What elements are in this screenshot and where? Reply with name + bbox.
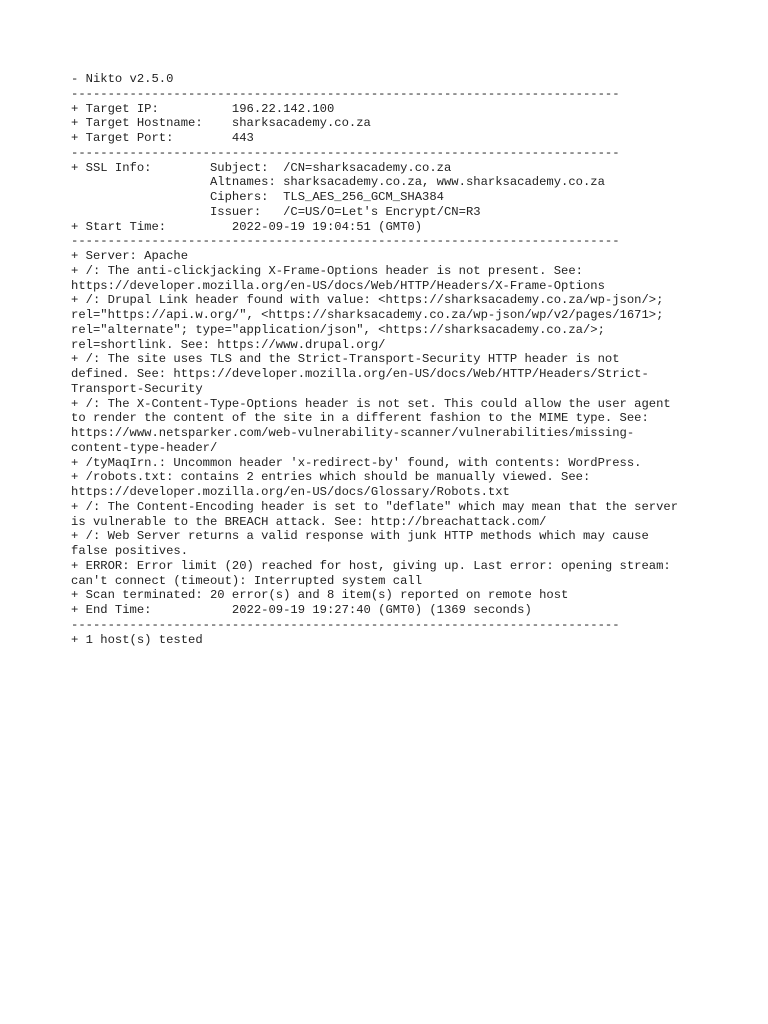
report-line: content-type-header/ bbox=[71, 440, 218, 455]
report-line: + SSL Info: Subject: /CN=sharksacademy.co.za bbox=[71, 160, 452, 175]
report-line: + ERROR: Error limit (20) reached for host, giving up. Last error: opening stream: bbox=[71, 558, 671, 573]
nikto-report bbox=[71, 72, 711, 647]
report-line: Ciphers: TLS_AES_256_GCM_SHA384 bbox=[71, 190, 444, 204]
report-line: rel="https://api.w.org/", <https://sharksacademy.co.za/wp-json/wp/v2/pages/1671>; bbox=[71, 308, 664, 322]
report-line: + Start Time: 2022-09-19 19:04:51 (GMT0) bbox=[71, 219, 423, 234]
report-line: Transport-Security bbox=[71, 381, 203, 396]
report-line: Altnames: sharksacademy.co.za, www.sharksacademy.co.za bbox=[71, 175, 605, 190]
report-line: + End Time: 2022-09-19 19:27:40 (GMT0) (1369 seconds) bbox=[71, 603, 532, 617]
report-line: + 1 host(s) tested bbox=[71, 632, 203, 647]
report-line: false positives. bbox=[71, 544, 189, 558]
report-line: + Target IP: 196.22.142.100 bbox=[71, 101, 335, 116]
report-line: + /robots.txt: contains 2 entries which should be manually viewed. See: bbox=[71, 470, 591, 485]
report-line: rel=shortlink. See: https://www.drupal.org/ bbox=[71, 337, 386, 352]
report-line: https://developer.mozilla.org/en-US/docs/Glossary/Robots.txt bbox=[71, 485, 510, 499]
report-line: to render the content of the site in a different fashion to the MIME type. See: bbox=[71, 411, 649, 426]
separator-line: --------------------------------------------------------------------------- bbox=[71, 145, 620, 160]
report-line: + /: Web Server returns a valid response with junk HTTP methods which may cause bbox=[71, 529, 649, 544]
report-line: Issuer: /C=US/O=Let's Encrypt/CN=R3 bbox=[71, 204, 481, 219]
report-line: https://developer.mozilla.org/en-US/docs/Web/HTTP/Headers/X-Frame-Options bbox=[71, 278, 605, 293]
report-line: + Server: Apache bbox=[71, 249, 189, 263]
report-line: + Target Hostname: sharksacademy.co.za bbox=[71, 116, 371, 131]
report-line: + /: Drupal Link header found with value: <https://sharksacademy.co.za/wp-json/>; bbox=[71, 293, 664, 308]
report-line: defined. See: https://developer.mozilla.org/en-US/docs/Web/HTTP/Headers/Strict- bbox=[71, 367, 649, 381]
report-line: + /: The site uses TLS and the Strict-Transport-Security HTTP header is not bbox=[71, 352, 620, 367]
report-line: rel="alternate"; type="application/json", <https://sharksacademy.co.za/>; bbox=[71, 322, 605, 337]
report-line: https://www.netsparker.com/web-vulnerability-scanner/vulnerabilities/missing- bbox=[71, 426, 635, 440]
report-line: + Target Port: 443 bbox=[71, 131, 254, 145]
separator-line: --------------------------------------------------------------------------- bbox=[71, 86, 620, 101]
report-line: + /: The X-Content-Type-Options header is not set. This could allow the user agent bbox=[71, 396, 671, 411]
report-line: is vulnerable to the BREACH attack. See: http://breachattack.com/ bbox=[71, 514, 547, 529]
separator-line: --------------------------------------------------------------------------- bbox=[71, 234, 620, 249]
report-line: + /: The anti-clickjacking X-Frame-Options header is not present. See: bbox=[71, 263, 583, 278]
report-line: - Nikto v2.5.0 bbox=[71, 72, 174, 86]
report-line: + Scan terminated: 20 error(s) and 8 item(s) reported on remote host bbox=[71, 588, 569, 603]
report-line: can't connect (timeout): Interrupted system call bbox=[71, 573, 423, 588]
report-line: + /: The Content-Encoding header is set to "deflate" which may mean that the server bbox=[71, 499, 679, 514]
report-line: + /tyMaqIrn.: Uncommon header 'x-redirect-by' found, with contents: WordPress. bbox=[71, 455, 642, 470]
separator-line: --------------------------------------------------------------------------- bbox=[71, 617, 620, 632]
